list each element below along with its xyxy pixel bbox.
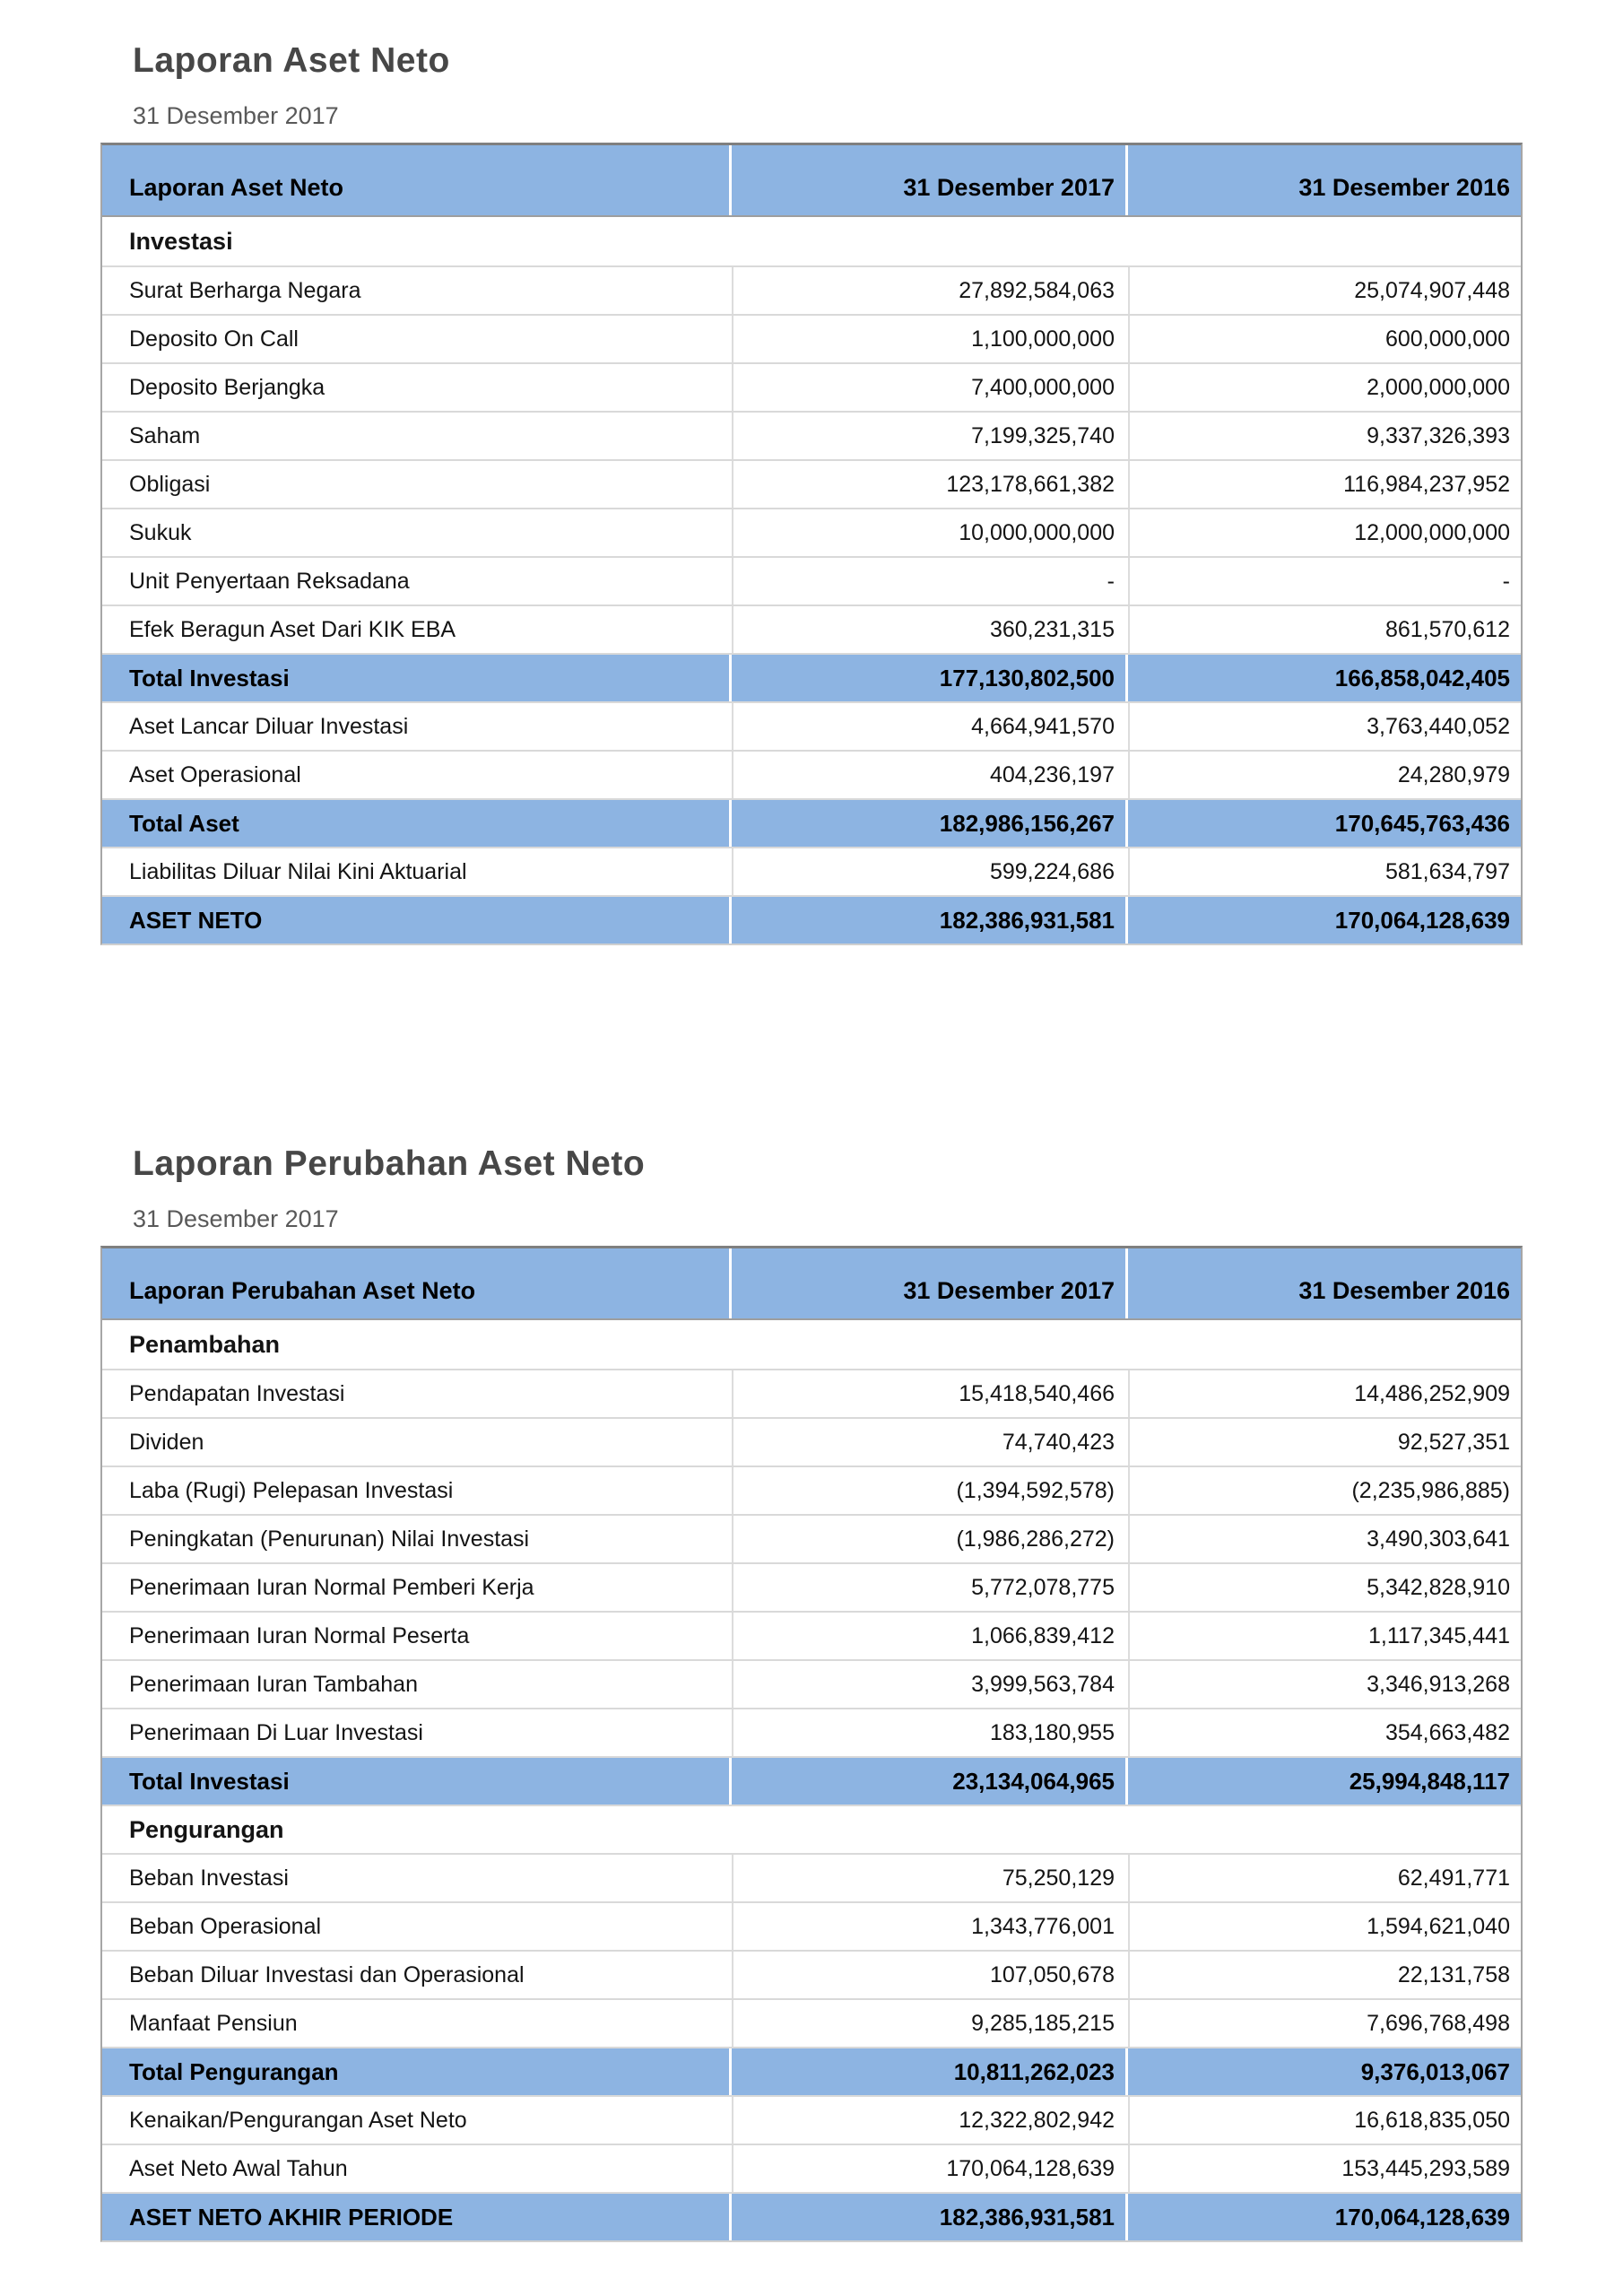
row-label: Investasi [102,217,1521,265]
row-label: Liabilitas Diluar Nilai Kini Aktuarial [102,848,729,895]
value-2017: 170,064,128,639 [732,2145,1125,2192]
table-row [102,2095,1521,2144]
value-2016: 170,064,128,639 [1128,2194,1521,2240]
table-row [102,2144,1521,2192]
value-2017: 183,180,955 [732,1709,1125,1756]
value-2017: 182,386,931,581 [732,897,1125,944]
table-row [102,411,1521,459]
row-label: Total Aset [102,800,729,847]
value-2016: 62,491,771 [1128,1855,1521,1901]
row-label: Penerimaan Di Luar Investasi [102,1709,729,1756]
value-2017: 182,986,156,267 [732,800,1125,847]
table-row [102,265,1521,314]
table-row [102,1417,1521,1465]
row-label: Laba (Rugi) Pelepasan Investasi [102,1467,729,1514]
report-date-2: 31 Desember 2017 [133,1205,339,1232]
row-label: Aset Operasional [102,752,729,798]
total-row [102,2047,1521,2095]
value-2016: - [1128,558,1521,604]
value-2016: 3,490,303,641 [1128,1516,1521,1562]
value-2017: 12,322,802,942 [732,2097,1125,2144]
value-2017: 75,250,129 [732,1855,1125,1901]
value-2017: 4,664,941,570 [732,703,1125,750]
value-2017: 1,343,776,001 [732,1903,1125,1950]
row-label: Unit Penyertaan Reksadana [102,558,729,604]
table-row [102,362,1521,411]
row-label: Obligasi [102,461,729,508]
value-2016: 92,527,351 [1128,1419,1521,1465]
value-2016: 1,117,345,441 [1128,1613,1521,1659]
header-cell-title: Laporan Aset Neto [102,145,729,215]
row-label: Kenaikan/Pengurangan Aset Neto [102,2097,729,2144]
value-2017: 1,100,000,000 [732,316,1125,362]
table-header-row [102,145,1521,217]
header-cell-title: Laporan Perubahan Aset Neto [102,1248,729,1318]
header-cell-2016: 31 Desember 2016 [1128,145,1521,215]
value-2017: 3,999,563,784 [732,1661,1125,1708]
row-label: Penerimaan Iuran Normal Pemberi Kerja [102,1564,729,1611]
page-title: Laporan Aset Neto [133,41,450,80]
value-2017: 10,000,000,000 [732,509,1125,556]
value-2016: 581,634,797 [1128,848,1521,895]
row-label: Saham [102,413,729,459]
row-label: Penerimaan Iuran Normal Peserta [102,1613,729,1659]
row-label: Beban Investasi [102,1855,729,1901]
value-2016: 16,618,835,050 [1128,2097,1521,2144]
report-section-header-1 [0,0,1623,130]
value-2016: 153,445,293,589 [1128,2145,1521,2192]
aset-neto-table [100,143,1523,945]
value-2016: 9,337,326,393 [1128,413,1521,459]
value-2016: 3,346,913,268 [1128,1661,1521,1708]
header-cell-2016: 31 Desember 2016 [1128,1248,1521,1318]
row-label: Penerimaan Iuran Tambahan [102,1661,729,1708]
total-row [102,1756,1521,1805]
value-2016: 170,064,128,639 [1128,897,1521,944]
value-2017: 177,130,802,500 [732,655,1125,701]
perubahan-aset-neto-table [100,1246,1523,2242]
value-2016: 166,858,042,405 [1128,655,1521,701]
value-2017: 7,400,000,000 [732,364,1125,411]
table-row [102,314,1521,362]
row-label: Total Investasi [102,655,729,701]
value-2016: 2,000,000,000 [1128,364,1521,411]
row-label: ASET NETO AKHIR PERIODE [102,2194,729,2240]
value-2016: 25,994,848,117 [1128,1758,1521,1805]
value-2017: 7,199,325,740 [732,413,1125,459]
total-row [102,798,1521,847]
value-2016: 5,342,828,910 [1128,1564,1521,1611]
row-label: Deposito Berjangka [102,364,729,411]
value-2017: 599,224,686 [732,848,1125,895]
value-2017: - [732,558,1125,604]
table-row [102,604,1521,653]
value-2016: 354,663,482 [1128,1709,1521,1756]
row-label: ASET NETO [102,897,729,944]
table-body [102,1320,1521,2240]
row-label: Surat Berharga Negara [102,267,729,314]
value-2017: 123,178,661,382 [732,461,1125,508]
value-2016: 170,645,763,436 [1128,800,1521,847]
total-row [102,653,1521,701]
value-2017: 182,386,931,581 [732,2194,1125,2240]
total-row [102,2192,1521,2240]
row-label: Total Pengurangan [102,2048,729,2095]
value-2016: 9,376,013,067 [1128,2048,1521,2095]
row-label: Pendapatan Investasi [102,1370,729,1417]
table-row [102,1465,1521,1514]
row-label: Peningkatan (Penurunan) Nilai Investasi [102,1516,729,1562]
value-2016: 600,000,000 [1128,316,1521,362]
value-2016: (2,235,986,885) [1128,1467,1521,1514]
section-row [102,217,1521,265]
value-2017: (1,986,286,272) [732,1516,1125,1562]
value-2017: 74,740,423 [732,1419,1125,1465]
row-label: Sukuk [102,509,729,556]
report-date: 31 Desember 2017 [133,102,339,129]
value-2017: 23,134,064,965 [732,1758,1125,1805]
table-row [102,1950,1521,1998]
value-2016: 24,280,979 [1128,752,1521,798]
value-2016: 12,000,000,000 [1128,509,1521,556]
row-label: Deposito On Call [102,316,729,362]
value-2016: 1,594,621,040 [1128,1903,1521,1950]
table-row [102,750,1521,798]
table-row [102,1708,1521,1756]
value-2016: 25,074,907,448 [1128,267,1521,314]
row-label: Pengurangan [102,1806,1521,1853]
page-title-2: Laporan Perubahan Aset Neto [133,1144,646,1183]
value-2016: 116,984,237,952 [1128,461,1521,508]
table-row [102,556,1521,604]
value-2016: 14,486,252,909 [1128,1370,1521,1417]
total-row [102,895,1521,944]
value-2017: 1,066,839,412 [732,1613,1125,1659]
value-2017: 10,811,262,023 [732,2048,1125,2095]
value-2017: 360,231,315 [732,606,1125,653]
table-row [102,1853,1521,1901]
table-row [102,459,1521,508]
table-row [102,1998,1521,2047]
row-label: Dividen [102,1419,729,1465]
table-row [102,1514,1521,1562]
table-row [102,701,1521,750]
row-label: Beban Operasional [102,1903,729,1950]
table-row [102,1901,1521,1950]
header-cell-2017: 31 Desember 2017 [732,1248,1125,1318]
value-2017: 107,050,678 [732,1952,1125,1998]
row-label: Aset Neto Awal Tahun [102,2145,729,2192]
row-label: Total Investasi [102,1758,729,1805]
value-2016: 22,131,758 [1128,1952,1521,1998]
value-2016: 3,763,440,052 [1128,703,1521,750]
value-2017: 5,772,078,775 [732,1564,1125,1611]
section-row [102,1805,1521,1853]
header-cell-2017: 31 Desember 2017 [732,145,1125,215]
table-row [102,1562,1521,1611]
row-label: Efek Beragun Aset Dari KIK EBA [102,606,729,653]
table-row [102,1611,1521,1659]
row-label: Penambahan [102,1320,1521,1369]
table-body [102,217,1521,944]
table-row [102,1369,1521,1417]
value-2017: 15,418,540,466 [732,1370,1125,1417]
value-2017: 404,236,197 [732,752,1125,798]
row-label: Beban Diluar Investasi dan Operasional [102,1952,729,1998]
table-row [102,508,1521,556]
value-2016: 861,570,612 [1128,606,1521,653]
value-2017: 9,285,185,215 [732,2000,1125,2047]
table-header-row [102,1248,1521,1320]
value-2017: 27,892,584,063 [732,267,1125,314]
value-2017: (1,394,592,578) [732,1467,1125,1514]
table-row [102,1659,1521,1708]
section-row [102,1320,1521,1369]
row-label: Manfaat Pensiun [102,2000,729,2047]
row-label: Aset Lancar Diluar Investasi [102,703,729,750]
report-section-header-2 [0,945,1623,1233]
value-2016: 7,696,768,498 [1128,2000,1521,2047]
table-row [102,847,1521,895]
